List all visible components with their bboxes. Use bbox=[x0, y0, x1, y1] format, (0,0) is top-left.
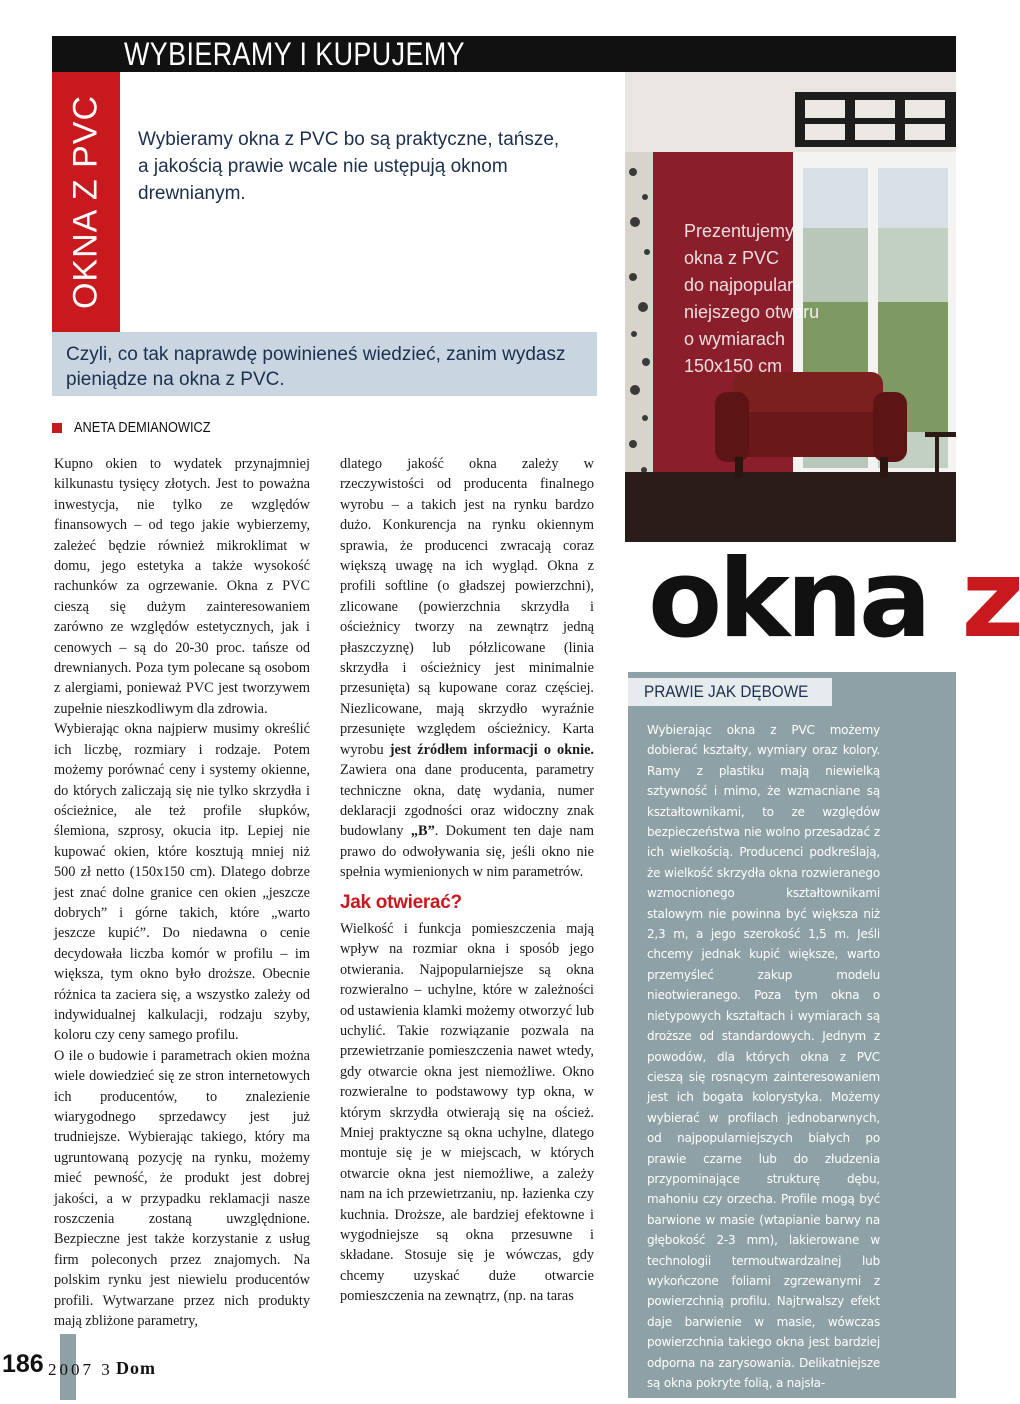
lead-text bbox=[138, 126, 608, 207]
photo-caption-line: do najpopular- bbox=[684, 275, 800, 295]
issue-date: 2007 3 bbox=[48, 1360, 113, 1379]
article-paragraph: Wielkość i funkcja pomieszczenia mają wpływ na rozmiar okna i sposób jego otwierania. Najpopularniejsze są okna rozwieralno – uchylne, które w zależności od ustawienia klamki możemy otworzyć lub uchylić. Takie rozwiązanie pozwala na przewietrzanie pomieszczenia nawet wtedy, gdy otwarcie okna jest niemożliwe. Okno rozwieralne to podstawowy typ okna, w którym skrzydła otwierają się na oścież. Mniej praktyczne są okna uchylne, dlatego montuje się je w miejscach, w których otwarcie okna jest niemożliwe, a zależy nam na ich przewietrzaniu, np. łazienka czy kuchnia. Droższe, ale bardziej efektowne i wygodniejsze są okna przesuwne i składane. Stosuje się je wówczas, gdy chcemy uzyskać duże otwarcie pomieszczenia na zewnątrz, (np. na taras bbox=[340, 920, 594, 1305]
photo-caption-line: okna z PVC bbox=[684, 248, 780, 268]
photo-caption-line: niejszego otworu bbox=[684, 302, 820, 322]
magazine-logo: Dom bbox=[116, 1358, 156, 1378]
article-column-1 bbox=[54, 454, 310, 1331]
article-subheading: Jak otwierać? bbox=[340, 891, 462, 913]
article-paragraph: Wybierając okna najpierw musimy określić ich liczbę, rozmiary i rodzaje. Potem możemy porównać ceny i systemy okienne, do których zaliczają się nie tylko skrzydła i ościeżnice, ale też profile słupków, ślemiona, szprosy, okucia itp. Lepiej nie kupować okien, które kosztują mniej niż 500 zł netto (150x150 cm). Dlatego dobrze jest znać dolne granice cen okien „jeszcze dobrych” i górne takich, które „warto jeszcze kupić”. Do niedawna o cenie decydowała liczba komór w profilu – im większa, tym okno było droższe. Obecnie różnica ta zaciera się, a wszystko zależy od indywidualnej kalkulacji, rodzaju szyby, koloru czy ceny samego profilu. bbox=[54, 721, 310, 1044]
sidebar-display-word bbox=[648, 537, 1020, 662]
article-text: dlatego jakość okna zależy w rzeczywistości od producenta finalnego wyrobu – a takich jest na rynku bardzo dużo. Konkurencja na rynku okiennym sprawia, że producenci zwracają coraz większą uwagę na ich wygląd. Okna z profili softline (o gładszej powierzchni), zlicowane (powierzchnia skrzydła i ościeżnicy tworzy na zewnątrz jedną płaszczyznę) lub półzlicowane (linia skrzydła i ościeżnicy jest minimalnie przesunięta) są kupowane coraz częściej. Niezlicowane, mają skrzydło wyraźnie przesunięte względem ościeżnicy. Karta wyrobu bbox=[340, 456, 594, 758]
article-paragraph: Kupno okien to wydatek przynajmniej kilkunastu tysięcy złotych. Jest to poważna inwestycja, nie tylko ze względów finansowych – od tego jakie wybierzemy, zależeć będzie również mikroklimat w domu, jego estetyka a także wysokość rachunków za ogrzewanie. Okna z PVC cieszą się dużym zainteresowaniem zarówno ze względów estetycznych, jak i cenowych – są do 20-30 proc. tańsze od drewnianych. Poza tym polecane są osobom z alergiami, ponieważ PVC jest tworzywem zupełnie nieszkodliwym dla zdrowia. bbox=[54, 456, 310, 717]
sidebar-word: okna bbox=[648, 537, 928, 662]
sidebar-tag: PRAWIE JAK DĘBOWE bbox=[644, 682, 809, 701]
question-line: pieniądze na okna z PVC. bbox=[66, 369, 285, 390]
photo-caption-line: o wymiarach bbox=[684, 329, 786, 349]
question-text bbox=[66, 342, 586, 392]
sidebar-text: Wybierając okna z PVC możemy dobierać kształty, wymiary oraz kolory. Ramy z plastiku mają niewielką sztywność i mimo, że wzmacniane są kształtownikami, to ze względów bezpieczeństwa nie wolno przesadzać z ich wielkością. Producenci podkreślają, że wielkość skrzydła okna rozwieranego wzmocnionego kształtownikami stalowym nie powinna być większa niż 2,3 m, a jego szerokość 1,5 m. Jeśli chcemy jednak kupić większe, warto przemyśleć zakup modelu nieotwieranego. Poza tym okna o nietypowych kształtach i wymiarach są droższe od standardowych. Jednym z powodów, dla których okna z PVC cieszą się rosnącym zainteresowaniem jest ich bogata kolorystyka. Możemy wybierać w profilach jednobarwnych, od najpopularniejszych białych po prawie czarne lub do złudzenia przypominające strukturę dębu, mahoniu czy orzecha. Profile mogą być barwione w masie (wtapianie barwy na głębokość 2-3 mm), lakierowane w technologii termoutwardzalnej lub wykończone foliami zgrzewanymi z powierzchnią profilu. Najtrwalszy efekt daje barwienie w masie, wówczas powierzchnia takiego okna jest bardziej odporna na zarysowania. Delikatniejsze są okna pokryte folią, a najsła- bbox=[647, 723, 880, 1390]
photo-caption-line: Prezentujemy bbox=[684, 221, 795, 241]
photo-caption bbox=[684, 218, 824, 380]
lead-line: a jakością prawie wcale nie ustępują oknom drewnianym. bbox=[138, 156, 508, 204]
author-bullet-icon bbox=[52, 423, 62, 433]
photo-caption-line: 150x150 cm bbox=[684, 356, 783, 376]
article-text: . Dokument ten daje nam prawo do odwoływania się, jeśli okno nie spełnia wymienionych w nim parametrów. bbox=[340, 823, 595, 881]
article-bold-text: „B” bbox=[410, 823, 435, 840]
section-header-title: WYBIERAMY I KUPUJEMY bbox=[124, 36, 465, 72]
author-name: ANETA DEMIANOWICZ bbox=[74, 419, 211, 436]
article-text: Zawiera ona dane producenta, parametry techniczne okna, datę wydania, numer deklaracji zgodności oraz widoczny znak budowlany bbox=[340, 762, 594, 840]
lead-line: Wybieramy okna z PVC bo są praktyczne, tańsze, bbox=[138, 129, 560, 150]
sidebar-word-cut: z bbox=[961, 537, 1020, 662]
article-column-2 bbox=[340, 454, 594, 1307]
vertical-section-title-text: OKNA Z PVC bbox=[66, 94, 105, 310]
question-line: Czyli, co tak naprawdę powinieneś wiedzieć, zanim wydasz bbox=[66, 344, 566, 365]
article-paragraph bbox=[340, 454, 594, 883]
article-paragraph: O ile o budowie i parametrach okien można wiele dowiedzieć się ze stron internetowych ich producentów, to znalezienie wiarygodnego sprzedawcy jest już trudniejsze. Wybierając takiego, który ma ugruntowaną pozycję na rynku, możemy mieć pewność, że produkt jest dobrej jakości, a w przypadku reklamacji nasze roszczenia zostaną uwzględnione. Bezpieczne jest także korzystanie z usług firm poleconych przez znajomych. Na polskim rynku jest niewielu producentów profili. Wytwarzane przez nich produkty mają zbliżone parametry, bbox=[54, 1047, 310, 1330]
vertical-section-title bbox=[52, 72, 120, 332]
article-bold-text: jest źródłem informacji o oknie. bbox=[389, 741, 594, 758]
page-number: 186 bbox=[2, 1350, 44, 1378]
